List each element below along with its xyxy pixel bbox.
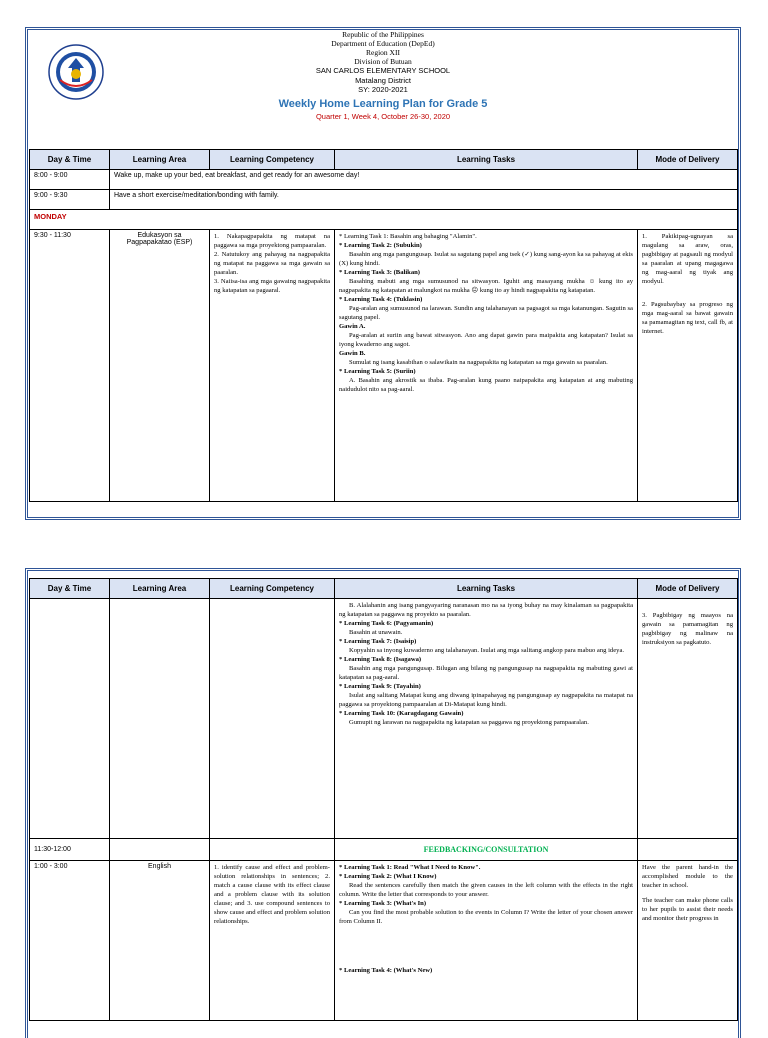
col-learning-area: Learning Area [110, 579, 210, 599]
task-text: B. Alalahanin ang isang pangyayaring naranasan mo na sa iyong buhay na may kinalaman sa pagpapakita ng katapatan sa paggawa ng proyekto sa paaralan. [339, 602, 633, 618]
empty-cell [110, 839, 210, 861]
col-learning-competency: Learning Competency [210, 579, 335, 599]
header-division: Division of Butuan [354, 57, 412, 66]
mode-item: 3. Pagbibigay ng maayos na gawain sa pamamagitan ng pagbibigay ng malinaw na instruksiyon sa pagkatuto. [642, 612, 733, 646]
competency-item: 3. Naiisa-isa ang mga gawaing nagpapakita ng katapatan sa pagaaral. [214, 278, 330, 294]
task-text: A. Basahin ang akrostik sa ibaba. Pag-aralan kung paano naipapakita ang katapatan at ang mabuting naidudulot nito sa pag-aaral. [339, 377, 633, 393]
row-time: 11:30-12:00 [30, 839, 110, 861]
task-heading: * Learning Task 5: (Suriin) [339, 368, 416, 375]
empty-cell [638, 839, 738, 861]
task-heading: * Learning Task 9: (Tayahin) [339, 683, 421, 690]
learning-plan-table-1 [29, 149, 738, 502]
competency-item: 2. Natutukoy ang pahayag na nagpapakita ng matapat na paggawa sa mga gawain sa paaralan. [214, 251, 330, 276]
tasks-english [335, 861, 638, 1021]
task-heading: * Learning Task 7: (Isaisip) [339, 638, 417, 645]
task-text: Pag-aralan at suriin ang bawat sitwasyon. Ano ang dapat gawin para maipakita ang katapatan? Isulat sa iyong kwaderno ang sagot. [339, 332, 633, 348]
document-header [26, 30, 740, 121]
col-learning-competency: Learning Competency [210, 150, 335, 170]
header-district: Matalang District [355, 75, 411, 85]
learning-area-esp: Edukasyon sa Pagpapakatao (ESP) [110, 230, 210, 502]
task-heading: * Learning Task 4: (What's New) [339, 967, 433, 974]
competency-item: 1. Nakapagpapakita ng matapat na paggawa sa mga proyektong pampaaralan. [214, 233, 330, 249]
task-heading: * Learning Task 6: (Pagyamanin) [339, 620, 434, 627]
spacer [642, 601, 733, 611]
task-text: Sumulat ng isang kasabihan o salawikain na nagpapakita ng katapatan sa mga gawain sa paaralan. [349, 359, 608, 366]
tasks-esp-continued [335, 599, 638, 839]
empty-cell [210, 839, 335, 861]
day-label-monday: MONDAY [30, 210, 738, 230]
header-department: Department of Education (DepEd) [331, 39, 435, 48]
empty-cell [210, 599, 335, 839]
learning-plan-table-2 [29, 578, 738, 1021]
row-time: 9:00 - 9:30 [30, 190, 110, 210]
row-activity: Wake up, make up your bed, eat breakfast, and get ready for an awesome day! [110, 170, 738, 190]
mode-item: Have the parent hand-in the accomplished module to the teacher in school. [642, 864, 733, 889]
header-region: Region XII [366, 48, 400, 57]
row-time: 9:30 - 11:30 [30, 230, 110, 502]
task-text: Read the sentences carefully then match the given causes in the left column with the effects in the right column. Write the letter that corresponds to your answer. [339, 882, 633, 898]
task-text: Basahin ang mga pangungusap. Isulat sa sagutang papel ang tsek (✓) kung sang-ayon ka sa pahayag at ekis (X) kung hindi. [339, 251, 633, 267]
mode-esp [638, 230, 738, 502]
task-text: Kopyahin sa inyong kuwaderno ang talahanayan. Isulat ang mga salitang angkop para mabuo ang ideya. [349, 647, 625, 654]
task-heading: * Learning Task 3: (What's In) [339, 900, 427, 907]
mode-english [638, 861, 738, 1021]
task-text: Pag-aralan ang sumusunod na larawan. Sundin ang talahanayan sa pagsagot sa mga katanungan. Sagutin sa sagutang papel. [339, 305, 633, 321]
header-sy: SY: 2020-2021 [358, 85, 408, 94]
col-day-time: Day & Time [30, 579, 110, 599]
task-heading: * Learning Task 8: (Isagawa) [339, 656, 422, 663]
task-heading: * Learning Task 2: (Subukin) [339, 242, 422, 249]
task-heading: * Learning Task 1: Read "What I Need to Know". [339, 864, 481, 871]
task-text: Gumupit ng larawan na nagpapakita ng katapatan sa paggawa ng proyektong pampaaralan. [349, 719, 589, 726]
task-text: Isulat ang salitang Matapat kung ang diwang ipinapahayag ng pangungusap ay nagpapakita na matapat na paggawa sa proyektong pampaaralan at Di-Matapat kung hindi. [339, 692, 633, 708]
competency-english: 1. identify cause and effect and problem-solution relationships in sentences; 2. match a cause clause with its effect clause and a problem clause with its solution clause; and 3. use compound sentences to show cause and effect and problem solution relationships. [210, 861, 335, 1021]
col-day-time: Day & Time [30, 150, 110, 170]
task-heading: * Learning Task 2: (What I Know) [339, 873, 437, 880]
spacer [339, 926, 633, 966]
empty-cell [110, 599, 210, 839]
col-mode-of-delivery: Mode of Delivery [638, 579, 738, 599]
header-republic: Republic of the Philippines [342, 30, 424, 39]
task-subheading: Gawin A. [339, 323, 366, 330]
task-text: Basahin at unawain. [349, 629, 403, 636]
competency-esp [210, 230, 335, 502]
learning-area-english: English [110, 861, 210, 1021]
task-heading: * Learning Task 1: Basahin ang bahaging "Alamin". [339, 233, 477, 240]
tasks-esp [335, 230, 638, 502]
task-text: Basahin ang mga pangungusap. Bilugan ang bilang ng pangungusap na nagpapakita ng mabuting gawi at katapatan sa pag-aaral. [339, 665, 633, 681]
col-mode-of-delivery: Mode of Delivery [638, 150, 738, 170]
task-text: Basahing mabuti ang mga sumusunod na sitwasyon. Iguhit ang masayang mukha ☺ kung ito ay nagpapakita ng katapatan at malungkot na mukha ☹ kung ito ay hindi nagpapakita ng katapatan. [339, 278, 633, 294]
mode-item: 2. Pagsubaybay sa progreso ng mga mag-aaral sa bawat gawain sa pamamagitan ng text, call fb, at internet. [642, 301, 733, 335]
task-heading: * Learning Task 3: (Balikan) [339, 269, 420, 276]
feedback-label: FEEDBACKING/CONSULTATION [335, 839, 638, 861]
task-text: Can you find the most probable solution to the events in Column I? Write the letter of your chosen answer from Column II. [339, 909, 633, 925]
page-title: Weekly Home Learning Plan for Grade 5 [278, 97, 488, 110]
row-time: 8:00 - 9:00 [30, 170, 110, 190]
col-learning-area: Learning Area [110, 150, 210, 170]
task-subheading: Gawin B. [339, 350, 366, 357]
header-school: SAN CARLOS ELEMENTARY SCHOOL [315, 66, 451, 75]
col-learning-tasks: Learning Tasks [335, 150, 638, 170]
task-heading: * Learning Task 10: (Karagdagang Gawain) [339, 710, 464, 717]
empty-cell [30, 599, 110, 839]
row-activity: Have a short exercise/meditation/bonding with family. [110, 190, 738, 210]
col-learning-tasks: Learning Tasks [335, 579, 638, 599]
page-subtitle: Quarter 1, Week 4, October 26-30, 2020 [315, 111, 451, 121]
mode-esp-continued [638, 599, 738, 839]
spacer [642, 286, 733, 300]
mode-item: The teacher can make phone calls to her pupils to assist their needs and monitor their progress in [642, 897, 733, 922]
task-heading: * Learning Task 4: (Tuklasin) [339, 296, 423, 303]
mode-item: 1. Pakikipag-ugnayan sa magulang sa araw, oras, pagbibigay at pagsauli ng modyul sa paaralan at upang magagawa ng mag-aaral ng tiyak ang modyul. [642, 233, 733, 285]
row-time: 1:00 - 3:00 [30, 861, 110, 1021]
